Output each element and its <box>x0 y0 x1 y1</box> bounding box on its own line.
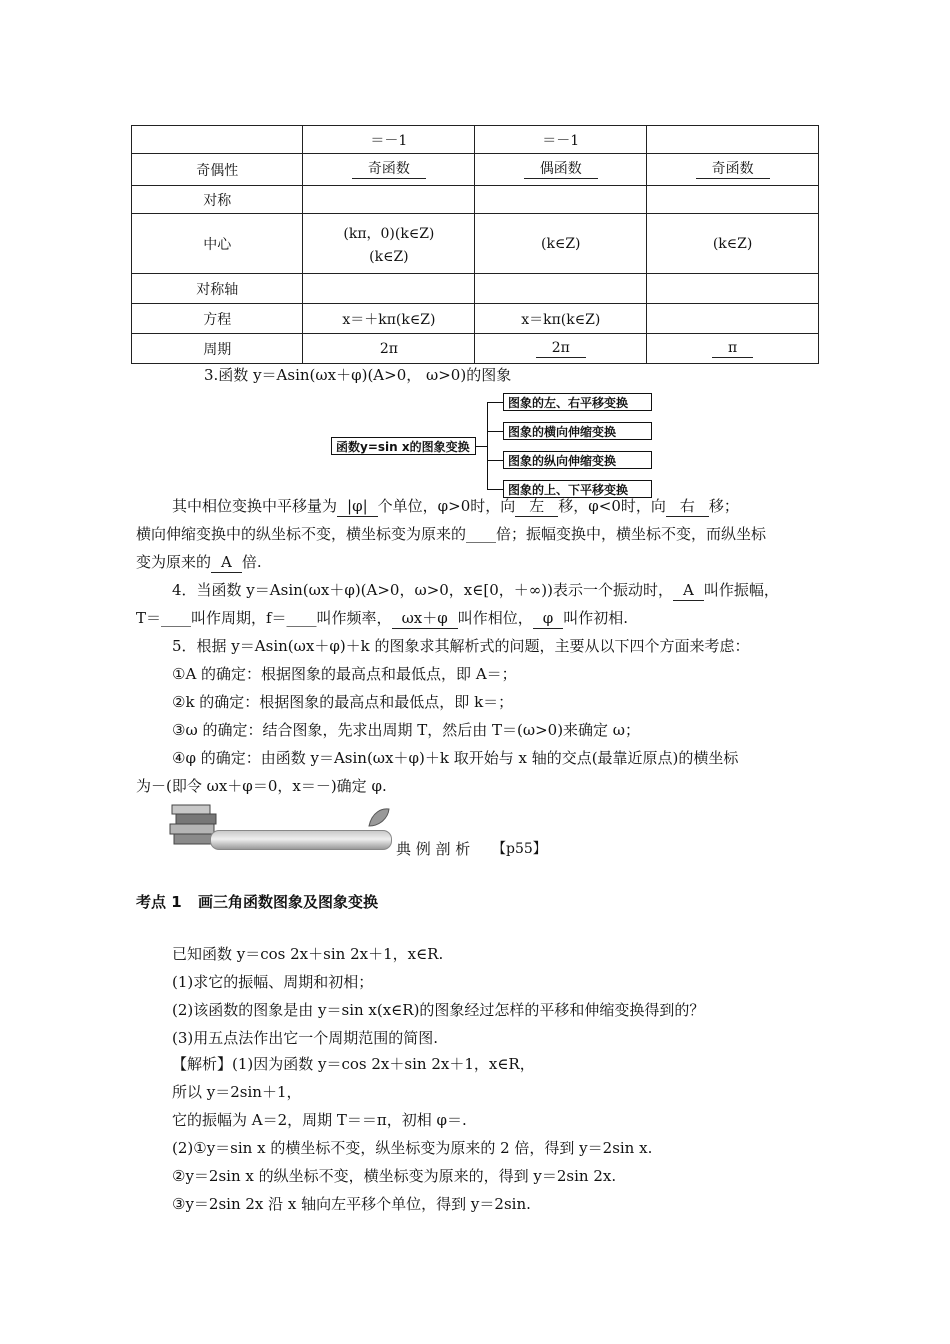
answer-blank: |φ| <box>337 496 378 517</box>
table-cell <box>647 304 819 334</box>
text-line <box>172 580 862 601</box>
answer-blank: A <box>673 580 704 601</box>
connector <box>487 402 503 403</box>
banner-bar <box>210 830 392 850</box>
text-line: 横向伸缩变换中的纵坐标不变，横坐标变为原来的____倍；振幅变换中，横坐标不变，而纵坐标 <box>136 525 767 543</box>
text-line <box>136 608 826 629</box>
text-line: (2)该函数的图象是由 y＝sin x(x∈R)的图象经过怎样的平移和伸缩变换得到的？ <box>172 1001 705 1019</box>
text-line: 所以 y＝2sin＋1， <box>172 1083 302 1101</box>
table-row <box>132 126 819 154</box>
table-cell: ＝－1 <box>475 126 647 154</box>
text-line: 为－(即令 ωx＋φ＝0，x＝－)确定 φ. <box>136 777 387 795</box>
text-line: 它的振幅为 A＝2，周期 T＝＝π，初相 φ＝. <box>172 1111 467 1129</box>
connector <box>487 402 488 489</box>
table-cell: (k∈Z) <box>647 214 819 274</box>
table-row <box>132 214 819 274</box>
answer-blank: A <box>211 552 242 573</box>
kaodian-label: 考点 1 <box>136 893 182 911</box>
diagram-branch-box: 图象的横向伸缩变换 <box>503 422 652 440</box>
text-line: (1)求它的振幅、周期和初相； <box>172 973 374 991</box>
table-row <box>132 154 819 186</box>
table-cell: 对称轴 <box>132 274 303 304</box>
table-row <box>132 304 819 334</box>
page-reference: 【p55】 <box>492 841 547 857</box>
text-line <box>136 552 826 573</box>
answer-blank: φ <box>533 608 564 629</box>
table-cell: 对称 <box>132 186 303 214</box>
table-cell <box>303 154 475 186</box>
table-cell <box>647 186 819 214</box>
answer-blank: π <box>712 339 753 358</box>
text-span: 个单位，φ>0时，向 <box>377 497 516 515</box>
table-cell <box>475 274 647 304</box>
table-cell: 周期 <box>132 334 303 364</box>
text-span: 变为原来的 <box>136 553 212 571</box>
text-span: 叫作相位， <box>457 609 533 627</box>
answer-blank: 左 <box>515 496 558 517</box>
connector <box>487 489 503 490</box>
text-span: 其中相位变换中平移量为 <box>172 497 338 515</box>
table-cell <box>647 154 819 186</box>
text-line: ③y＝2sin 2x 沿 x 轴向左平移个单位，得到 y＝2sin. <box>172 1195 531 1213</box>
text-span: 倍. <box>241 553 262 571</box>
text-line: (2)①y＝sin x 的横坐标不变，纵坐标变为原来的 2 倍，得到 y＝2sin x. <box>172 1139 653 1157</box>
table-row <box>132 186 819 214</box>
text-line: 已知函数 y＝cos 2x＋sin 2x＋1，x∈R. <box>172 945 444 963</box>
table-row <box>132 274 819 304</box>
table-cell <box>475 154 647 186</box>
text-span: 叫作初相. <box>563 609 629 627</box>
diagram-root-box: 函数y=sin x的图象变换 <box>331 437 476 455</box>
leaf-icon <box>366 806 392 830</box>
connector <box>476 446 487 447</box>
table-cell: 奇偶性 <box>132 154 303 186</box>
answer-blank: ωx＋φ <box>392 608 458 629</box>
trig-properties-table <box>131 125 819 364</box>
answer-blank: 奇函数 <box>352 160 426 179</box>
text-span: 移； <box>708 497 739 515</box>
table-cell: 中心 <box>132 214 303 274</box>
text-span: 移，φ<0时，向 <box>558 497 666 515</box>
kaodian-title: 画三角函数图象及图象变换 <box>198 893 379 911</box>
table-cell <box>303 274 475 304</box>
table-cell <box>647 126 819 154</box>
text-line: ④φ 的确定：由函数 y＝Asin(ωx＋φ)＋k 取开始与 x 轴的交点(最靠近原点)的横坐标 <box>172 749 739 767</box>
text-line: 【解析】(1)因为函数 y＝cos 2x＋sin 2x＋1，x∈R， <box>172 1055 535 1073</box>
table-cell: x＝＋kπ(k∈Z) <box>303 304 475 334</box>
text-span: 叫作振幅， <box>703 581 779 599</box>
cell-line: (k∈Z) <box>369 248 409 265</box>
diagram-branch-box: 图象的上、下平移变换 <box>503 480 652 498</box>
table-cell <box>647 274 819 304</box>
table-cell <box>303 214 475 274</box>
table-cell: x＝kπ(k∈Z) <box>475 304 647 334</box>
text-span: 4．当函数 y＝Asin(ωx＋φ)(A>0，ω>0，x∈[0，＋∞))表示一个振动时， <box>172 581 673 599</box>
banner-title: 典 例 剖 析 <box>396 840 471 858</box>
text-span: T＝____叫作周期，f＝____叫作频率， <box>136 609 392 627</box>
table-cell: 2π <box>303 334 475 364</box>
table-cell: ＝－1 <box>303 126 475 154</box>
text-line: ②k 的确定：根据图象的最高点和最低点，即 k＝； <box>172 693 514 711</box>
text-line: 5．根据 y＝Asin(ωx＋φ)＋k 的图象求其解析式的问题，主要从以下四个方面来考虑： <box>172 637 750 655</box>
table-row <box>132 334 819 364</box>
table-cell <box>132 126 303 154</box>
table-cell <box>303 186 475 214</box>
text-line <box>172 496 862 517</box>
text-line: ①A 的确定：根据图象的最高点和最低点，即 A＝； <box>172 665 517 683</box>
answer-blank: 奇函数 <box>696 160 770 179</box>
answer-blank: 右 <box>666 496 709 517</box>
text-line: ②y＝2sin x 的纵坐标不变，横坐标变为原来的，得到 y＝2sin 2x. <box>172 1167 617 1185</box>
table-cell <box>475 186 647 214</box>
text-line: (3)用五点法作出它一个周期范围的简图. <box>172 1029 439 1047</box>
answer-blank: 偶函数 <box>524 160 598 179</box>
text-line: ③ω 的确定：结合图象，先求出周期 T，然后由 T＝(ω>0)来确定 ω； <box>172 721 641 739</box>
connector <box>487 431 503 432</box>
table-cell <box>647 334 819 364</box>
table-cell: (k∈Z) <box>475 214 647 274</box>
diagram-branch-box: 图象的纵向伸缩变换 <box>503 451 652 469</box>
connector <box>487 460 503 461</box>
table-cell: 方程 <box>132 304 303 334</box>
table-cell <box>475 334 647 364</box>
diagram-branch-box: 图象的左、右平移变换 <box>503 393 652 411</box>
answer-blank: 2π <box>536 339 586 358</box>
cell-line: (kπ，0)(k∈Z) <box>343 225 435 242</box>
section-3-title: 3.函数 y＝Asin(ωx＋φ)(A>0， ω>0)的图象 <box>204 366 512 384</box>
